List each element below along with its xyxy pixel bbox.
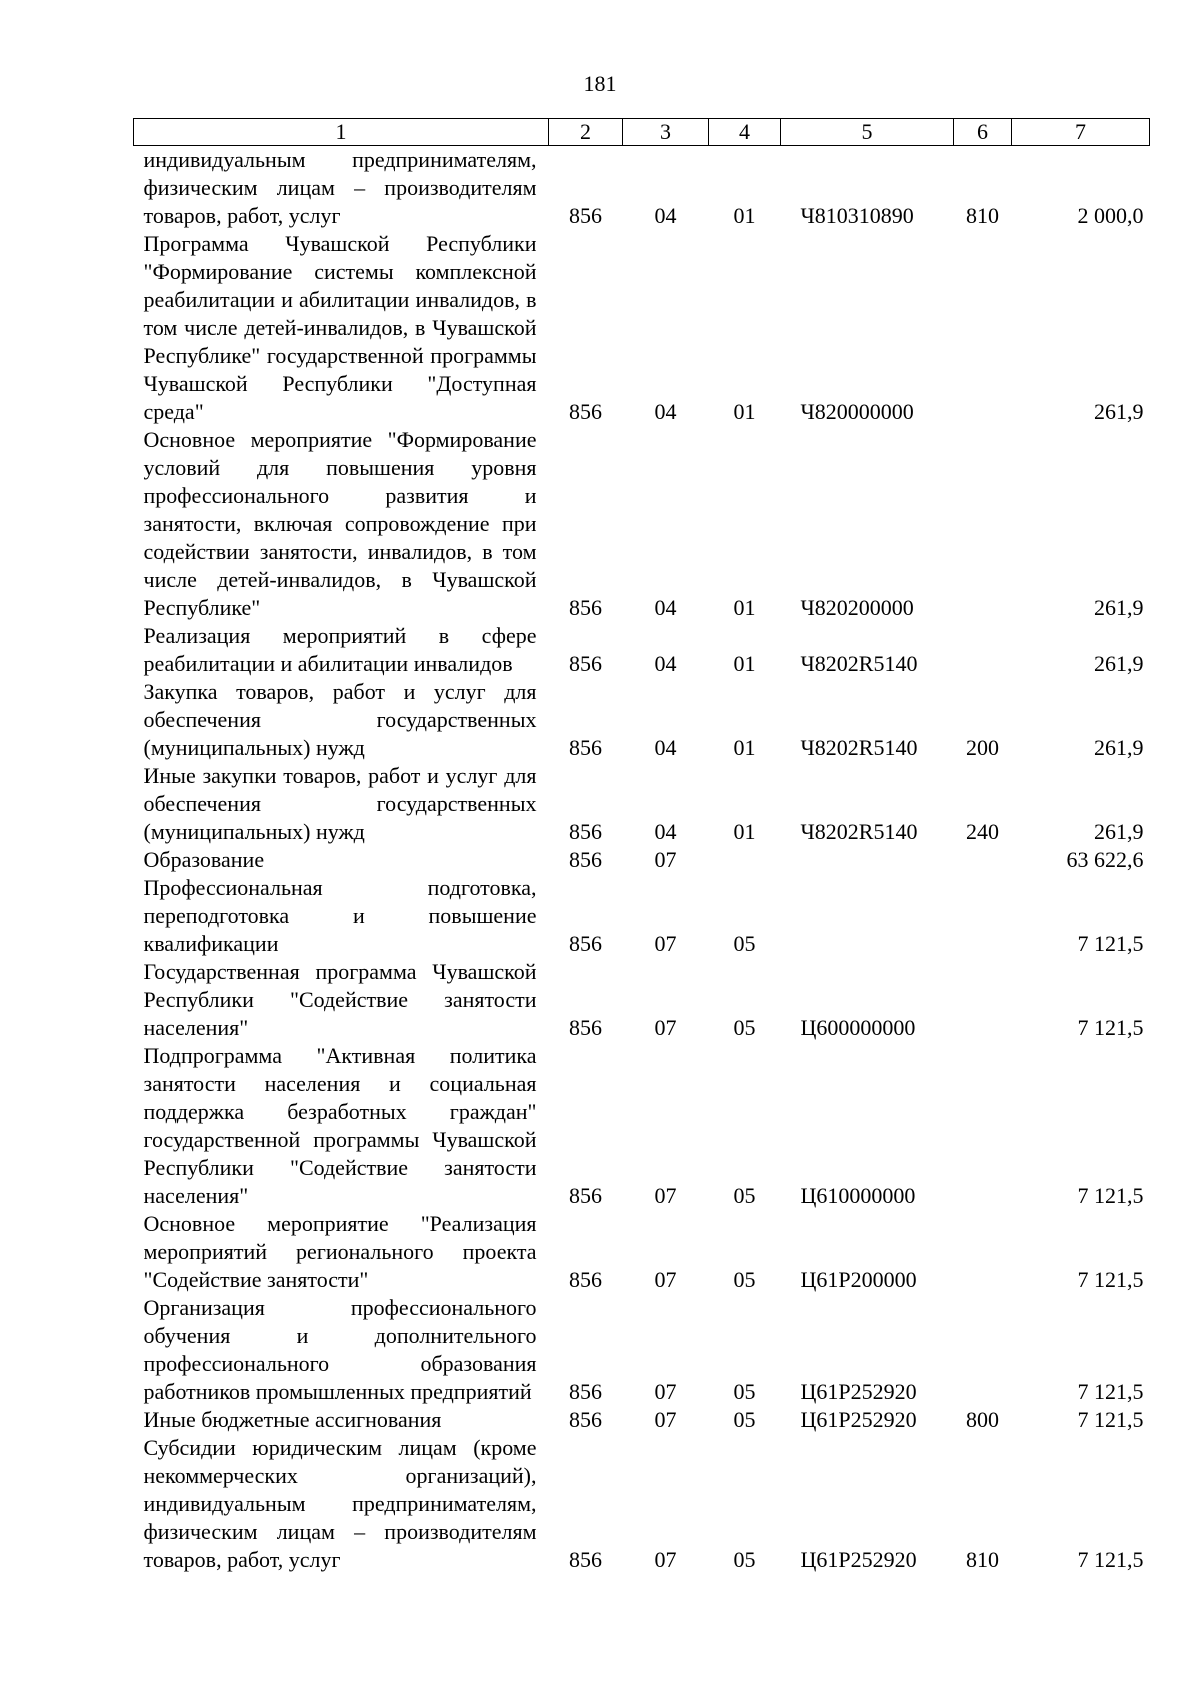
cell-amount: 7 121,5 — [1077, 1547, 1144, 1572]
cell-amount: 2 000,0 — [1077, 203, 1144, 228]
cell-target-article-code: Ч820000000 — [800, 399, 914, 424]
cell-expense-type-code — [954, 1210, 1012, 1294]
header-col-4: 4 — [709, 119, 781, 146]
cell-item-name: Организация профессионального обучения и дополнительного профессионального образования работников промышленных предприятий — [143, 1295, 537, 1404]
cell-section-code: 07 — [654, 931, 677, 956]
cell-expense-type-code — [954, 230, 1012, 426]
cell-subsection-code: 01 — [733, 203, 756, 228]
cell-target-article-code: Ч8202R5140 — [800, 819, 918, 844]
cell-subsection-code: 05 — [733, 1547, 756, 1572]
cell-chapter-code: 856 — [569, 1267, 602, 1292]
cell-amount: 63 622,6 — [1066, 847, 1144, 872]
table-row — [134, 762, 1150, 846]
cell-section-code: 07 — [654, 1379, 677, 1404]
cell-section-code: 04 — [654, 595, 677, 620]
cell-section-code: 07 — [654, 1547, 677, 1572]
cell-chapter-code: 856 — [569, 399, 602, 424]
cell-chapter-code: 856 — [569, 1379, 602, 1404]
table-header — [134, 119, 1150, 146]
cell-item-name: Государственная программа Чувашской Республики "Содействие занятости населения" — [143, 959, 537, 1040]
cell-target-article-code: Ч820200000 — [800, 595, 914, 620]
cell-target-article-code: Ц61Р252920 — [800, 1547, 917, 1572]
header-col-2: 2 — [549, 119, 623, 146]
cell-chapter-code: 856 — [569, 595, 602, 620]
cell-amount: 261,9 — [1094, 819, 1144, 844]
table-row — [134, 230, 1150, 426]
table-row — [134, 1406, 1150, 1434]
page-number: 181 — [583, 71, 617, 96]
header-col-7: 7 — [1012, 119, 1150, 146]
cell-amount: 261,9 — [1094, 595, 1144, 620]
header-col-5: 5 — [781, 119, 954, 146]
cell-amount: 7 121,5 — [1077, 1267, 1144, 1292]
cell-subsection-code: 01 — [733, 595, 756, 620]
cell-subsection-code: 05 — [733, 1183, 756, 1208]
cell-expense-type-code — [954, 846, 1012, 874]
cell-expense-type-code — [954, 1042, 1012, 1210]
header-col-6: 6 — [954, 119, 1012, 146]
table-row — [134, 1210, 1150, 1294]
table-row — [134, 622, 1150, 678]
cell-item-name: Реализация мероприятий в сфере реабилитации и абилитации инвалидов — [143, 623, 537, 676]
cell-item-name: Закупка товаров, работ и услуг для обеспечения государственных (муниципальных) нужд — [143, 679, 537, 760]
cell-expense-type-code — [954, 958, 1012, 1042]
cell-section-code: 07 — [654, 1015, 677, 1040]
cell-expense-type-code: 800 — [966, 1407, 999, 1432]
table-row — [134, 1042, 1150, 1210]
cell-item-name: Иные закупки товаров, работ и услуг для обеспечения государственных (муниципальных) нужд — [143, 763, 537, 844]
cell-expense-type-code — [954, 426, 1012, 622]
cell-section-code: 04 — [654, 203, 677, 228]
cell-target-article-code — [781, 846, 954, 874]
table-row — [134, 678, 1150, 762]
cell-target-article-code: Ц61Р200000 — [800, 1267, 917, 1292]
cell-chapter-code: 856 — [569, 651, 602, 676]
cell-expense-type-code — [954, 622, 1012, 678]
table-row — [134, 146, 1150, 231]
cell-item-name: Профессиональная подготовка, переподготовка и повышение квалификации — [143, 875, 537, 956]
table-row — [134, 874, 1150, 958]
cell-chapter-code: 856 — [569, 203, 602, 228]
cell-section-code: 04 — [654, 735, 677, 760]
cell-chapter-code: 856 — [569, 931, 602, 956]
cell-item-name: Основное мероприятие "Формирование условий для повышения уровня профессионального развития и занятости, включая сопровождение при содействии занятости, инвалидов, в том числе детей-инвалидов, в Чувашской Республике" — [143, 427, 537, 620]
cell-expense-type-code: 810 — [966, 203, 999, 228]
cell-subsection-code: 05 — [733, 1379, 756, 1404]
cell-amount: 261,9 — [1094, 399, 1144, 424]
cell-amount: 261,9 — [1094, 651, 1144, 676]
cell-section-code: 04 — [654, 399, 677, 424]
cell-section-code: 04 — [654, 651, 677, 676]
cell-section-code: 07 — [654, 1267, 677, 1292]
cell-expense-type-code — [954, 1294, 1012, 1406]
cell-amount: 7 121,5 — [1077, 1407, 1144, 1432]
cell-subsection-code: 01 — [733, 399, 756, 424]
cell-item-name: индивидуальным предпринимателям, физическим лицам – производителям товаров, работ, услуг — [143, 147, 537, 228]
cell-item-name: Основное мероприятие "Реализация мероприятий регионального проекта "Содействие занятости" — [143, 1211, 537, 1292]
cell-amount: 7 121,5 — [1077, 1183, 1144, 1208]
cell-section-code: 04 — [654, 819, 677, 844]
table-row — [134, 846, 1150, 874]
cell-subsection-code: 05 — [733, 1407, 756, 1432]
cell-amount: 7 121,5 — [1077, 1015, 1144, 1040]
cell-expense-type-code: 240 — [966, 819, 999, 844]
cell-expense-type-code: 810 — [966, 1547, 999, 1572]
cell-item-name: Программа Чувашской Республики "Формирование системы комплексной реабилитации и абилитации инвалидов, в том числе детей-инвалидов, в Чувашской Республике" государственной программы Чувашской Республики "Доступная среда" — [143, 231, 537, 424]
cell-chapter-code: 856 — [569, 1407, 602, 1432]
cell-item-name: Субсидии юридическим лицам (кроме некоммерческих организаций), индивидуальным предпринимателям, физическим лицам – производителям товаров, работ, услуг — [143, 1435, 537, 1572]
cell-item-name: Иные бюджетные ассигнования — [143, 1407, 442, 1432]
table-row — [134, 1294, 1150, 1406]
table-body — [134, 146, 1150, 1575]
header-col-1: 1 — [134, 119, 549, 146]
cell-chapter-code: 856 — [569, 1547, 602, 1572]
cell-chapter-code: 856 — [569, 819, 602, 844]
cell-chapter-code: 856 — [569, 1183, 602, 1208]
cell-target-article-code: Ч8202R5140 — [800, 651, 918, 676]
cell-expense-type-code: 200 — [966, 735, 999, 760]
cell-subsection-code: 05 — [733, 1015, 756, 1040]
budget-table — [133, 118, 1150, 1574]
cell-amount: 7 121,5 — [1077, 1379, 1144, 1404]
cell-subsection-code: 05 — [733, 1267, 756, 1292]
cell-chapter-code: 856 — [569, 1015, 602, 1040]
cell-amount: 261,9 — [1094, 735, 1144, 760]
cell-subsection-code: 01 — [733, 819, 756, 844]
cell-target-article-code — [781, 874, 954, 958]
cell-target-article-code: Ц61Р252920 — [800, 1407, 917, 1432]
cell-target-article-code: Ч8202R5140 — [800, 735, 918, 760]
cell-chapter-code: 856 — [569, 735, 602, 760]
cell-section-code: 07 — [654, 1407, 677, 1432]
cell-target-article-code: Ч810310890 — [800, 203, 914, 228]
cell-target-article-code: Ц600000000 — [800, 1015, 916, 1040]
table-row — [134, 426, 1150, 622]
cell-section-code: 07 — [654, 1183, 677, 1208]
table-row — [134, 1434, 1150, 1574]
cell-chapter-code: 856 — [569, 847, 602, 872]
cell-subsection-code — [709, 846, 781, 874]
cell-target-article-code: Ц61Р252920 — [800, 1379, 917, 1404]
cell-target-article-code: Ц610000000 — [800, 1183, 916, 1208]
cell-item-name: Подпрограмма "Активная политика занятости населения и социальная поддержка безработных граждан" государственной программы Чувашской Республики "Содействие занятости населения" — [143, 1043, 537, 1208]
cell-amount: 7 121,5 — [1077, 931, 1144, 956]
cell-subsection-code: 01 — [733, 651, 756, 676]
cell-section-code: 07 — [654, 847, 677, 872]
cell-item-name: Образование — [143, 847, 265, 872]
header-col-3: 3 — [623, 119, 709, 146]
cell-subsection-code: 01 — [733, 735, 756, 760]
table-row — [134, 958, 1150, 1042]
cell-expense-type-code — [954, 874, 1012, 958]
cell-subsection-code: 05 — [733, 931, 756, 956]
